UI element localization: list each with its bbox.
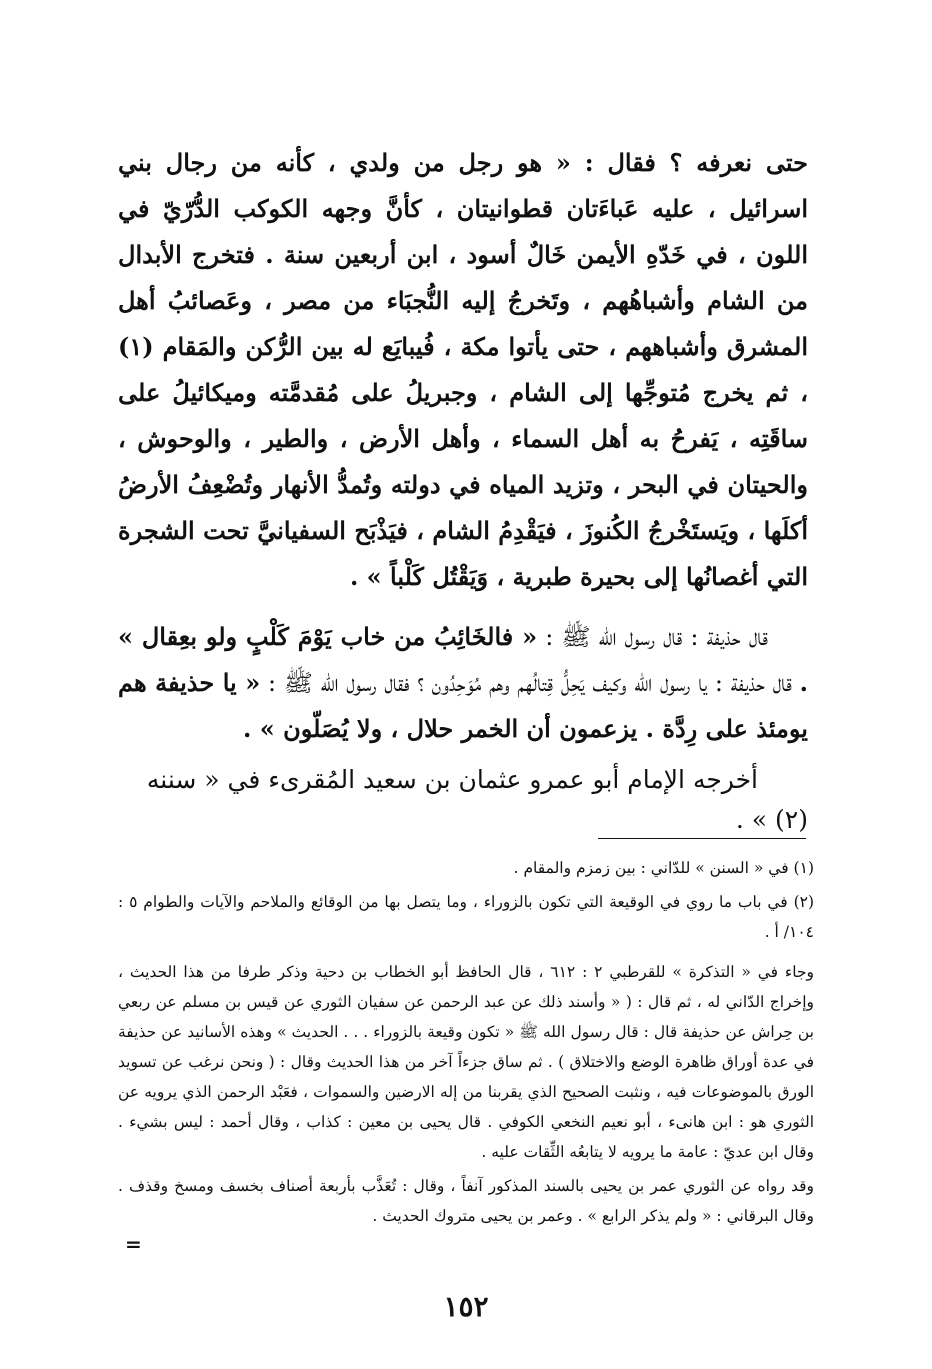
para2-intro: قال حذيفة : قال رسول الله ﷺ : — [537, 623, 769, 651]
para2-quote1: « فالخَائِبُ من خاب يَوْمَ كَلْبٍ ولو بعِقال » . — [118, 622, 808, 697]
footnote-2-final: وقد رواه عن الثوري عمر بن يحيى بالسند المذكور آنفاً ، وقال : تُعَذَّب بأربعة أصناف بخسف ومسخ وقذف . وقال البرقاني : « ولم يذكر الرابع » . وعمر بن يحيى متروك الحديث . — [118, 1177, 814, 1225]
hadith-paragraph: حتى نعرفه ؟ فقال : « هو رجل من ولدي ، كأنه من رجال بني اسرائيل ، عليه عَباءَتان قطوانيتان ، كأنَّ وجهه الكوكب الدُّرّيّ في اللون ، في خَدّهِ الأيمن خَالٌ أسود ، ابن أربعين سنة . فتخرج الأبدال من الشام وأشباهُهم ، وتَخرجُ إليه النُّجبَاء من مصر ، وعَصائبُ أهل المشرق وأشباههم ، حتى يأتوا مكة ، فُيبايَع له بين الرُّكن والمَقام (١) ، ثم يخرج مُتوجِّها إلى الشام ، وجبريلُ على مُقدمَّته وميكائيلُ على ساقَتِه ، يَفرحُ به أهل السماء ، وأهل الأرض ، والطير ، والوحوش ، والحيتان في البحر ، وتزيد المياه في دولته وتُمدُّ الأنهار وتُضْعِفُ الأرضُ أكلَها ، ويَستَخْرجُ الكُنوزَ ، فيَقْدِمُ الشام ، فيَذْبَح السفيانيَّ تحت الشجرة التي أغصانُها إلى بحيرة طبرية ، وَيَقْتُل كَلْباً » . — [118, 148, 808, 591]
main-text — [118, 140, 808, 752]
source-citation: أخرجه الإمام أبو عمرو عثمان بن سعيد المُقرىء في « سننه (٢) » . — [146, 765, 808, 834]
page-number: ١٥٢ — [443, 1290, 489, 1323]
footnote-2: (٢) في باب ما روي في الوقيعة التي تكون بالزوراء ، وما يتصل بها من الوقائع والملاحم والآيات والطوام ٥ : ١٠٤/ أ . — [118, 893, 815, 941]
footnotes — [118, 853, 814, 1231]
continuation-mark: = — [125, 1232, 142, 1256]
para2-middle: قال حذيفة : يا رسول الله وكيف يَحِلُّ قِتالُهم وهم مُوَحِدُون ؟ فقال رسول الله ﷺ : — [260, 669, 800, 697]
footnote-separator — [598, 838, 806, 839]
footnote-1: (١) في « السنن » للدّاني : بين زمزم والمقام . — [513, 859, 814, 877]
hudhayfah-paragraph — [118, 614, 808, 752]
footnote-2-continued: وجاء في « التذكرة » للقرطبي ٢ : ٦١٢ ، قال الحافظ أبو الخطاب بن دحية وذكر طرفا من هذا الحديث ، وإخراج الدّاني له ، ثم قال : ( « وأسند ذلك عن عبد الرحمن عن سفيان الثوري عن قيس بن مسلم عن ربعي بن حِراش عن حذيفة قال : قال رسول الله ﷺ « تكون وقيعة بالزوراء . . . الحديث » وهذه الأسانيد عن حذيفة في عدة أوراق ظاهرة الوضع والاختلاق ) . ثم ساق جزءاً آخر من هذا الحديث وقال : ( ونحن نرغب عن تسويد الورق بالموضوعات فيه ، ونثبت الصحيح الذي يقربنا من إله الارضين والسموات ، فعَبْد الرحمن الذي يرويه عن الثوري هو : ابن هانىء ، أبو نعيم النخعي الكوفي . قال يحيى بن معين : كذاب ، وقال أحمد : ليس بشيء . وقال ابن عديّ : عامة ما يرويه لا يتابعُه الثِّقات عليه . — [118, 963, 815, 1161]
para2-quote2: « يا حذيفة هم يومئذ على رِدَّة . يزعمون أن الخمر حلال ، ولا يُصَلّون » . — [118, 668, 808, 743]
